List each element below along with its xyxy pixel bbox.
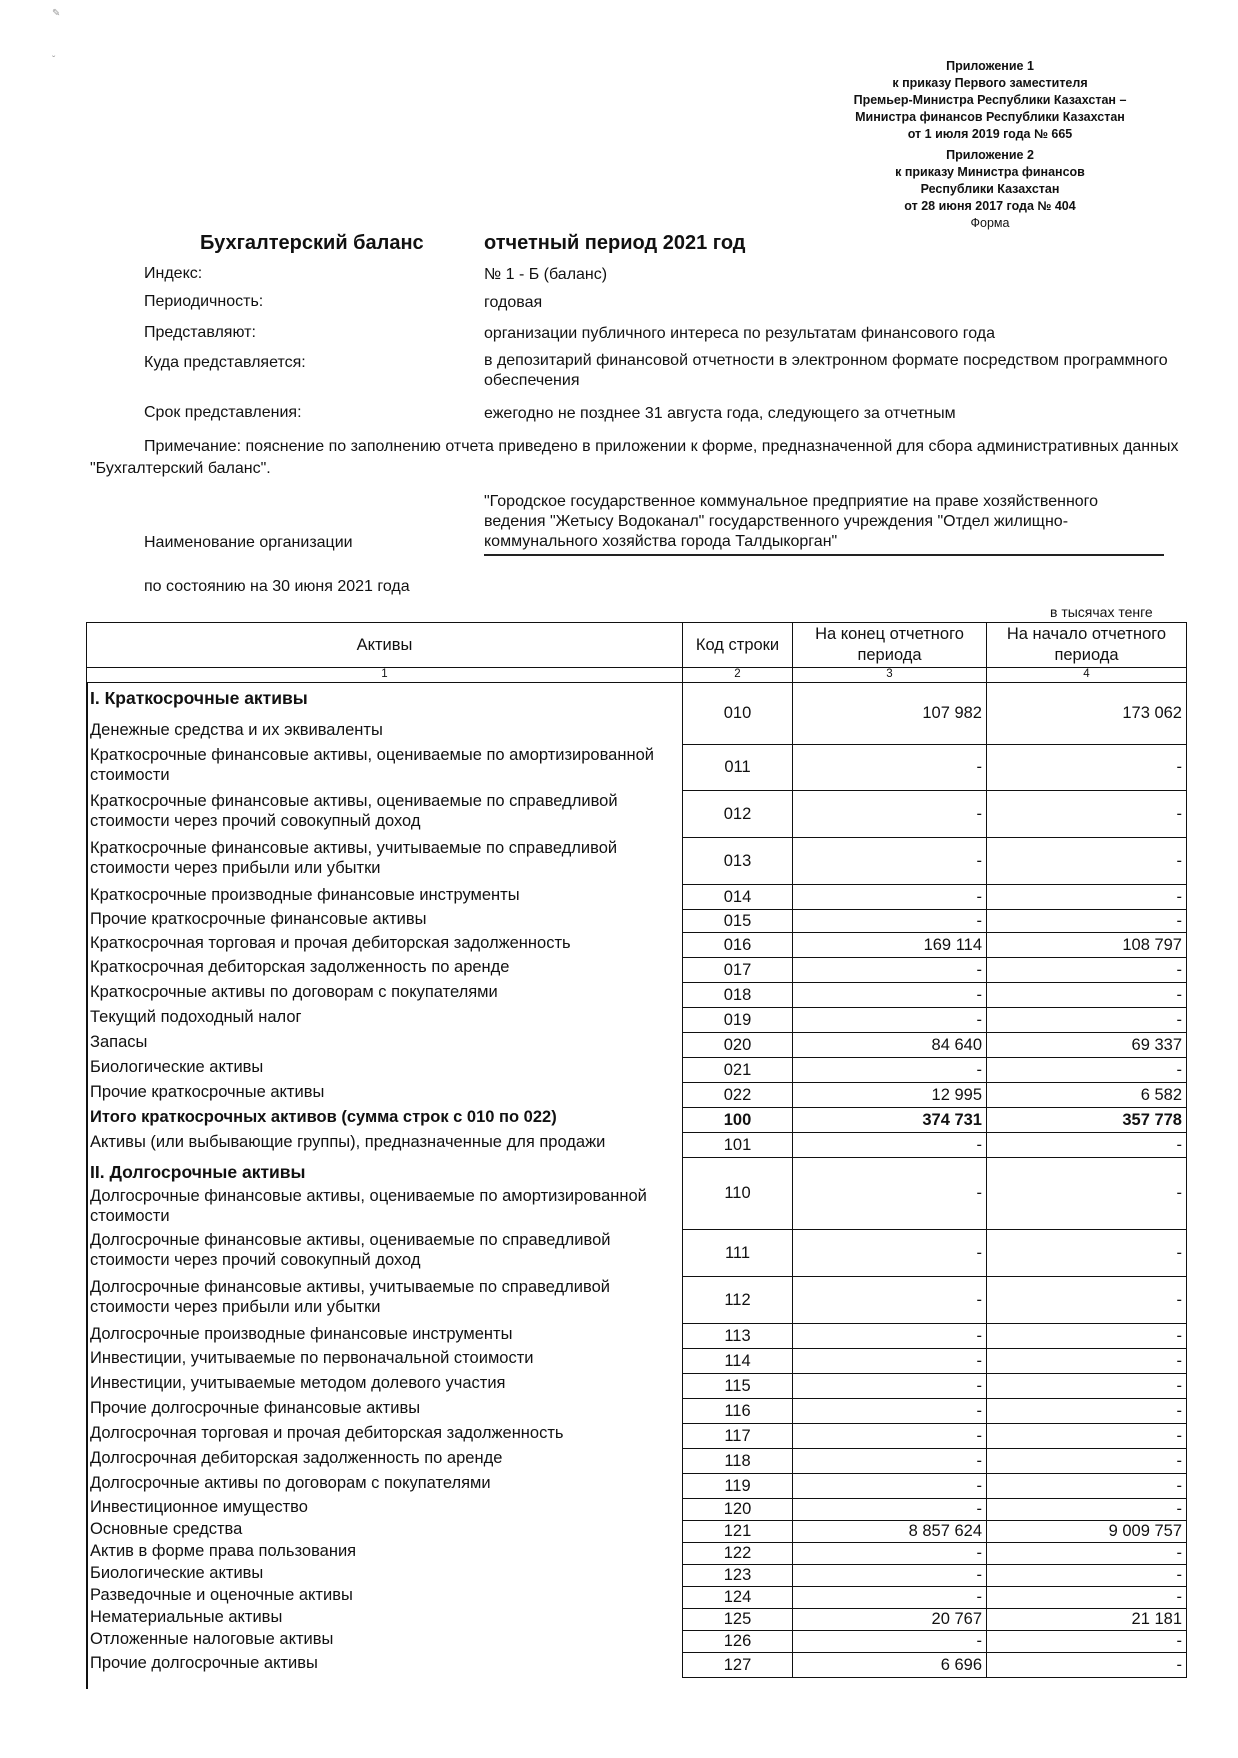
value-end-period: -	[792, 1323, 987, 1349]
value-start-period: -	[986, 1564, 1187, 1587]
value-start-period: 9 009 757	[986, 1520, 1187, 1543]
value-end-period: -	[792, 1348, 987, 1374]
row-code: 117	[682, 1423, 793, 1449]
header-code: Код строки	[682, 622, 793, 668]
row-label: Прочие долгосрочные финансовые активы	[90, 1399, 421, 1417]
value-start-period: -	[986, 837, 1187, 885]
row-label: Инвестиционное имущество	[90, 1498, 308, 1516]
value-end-period: -	[792, 1157, 987, 1230]
row-label: Краткосрочные производные финансовые инструменты	[90, 886, 520, 904]
row-code: 113	[682, 1323, 793, 1349]
deadline-value: ежегодно не позднее 31 августа года, следующего за отчетным	[484, 405, 956, 422]
value-end-period: 169 114	[792, 932, 987, 958]
appendix-line: к приказу Первого заместителя	[892, 76, 1088, 90]
row-label: Текущий подоходный налог	[90, 1008, 302, 1026]
row-code: 125	[682, 1608, 793, 1631]
value-end-period: -	[792, 957, 987, 983]
value-start-period: -	[986, 1007, 1187, 1033]
row-label: Краткосрочные финансовые активы, оцениваемые по справедливой стоимости через прочий совокупный доход	[90, 792, 618, 830]
row-code: 019	[682, 1007, 793, 1033]
col-number: 1	[86, 668, 683, 683]
col-number: 4	[986, 668, 1187, 683]
organization-name: "Городское государственное коммунальное предприятие на праве хозяйственного ведения "Жетысу Водоканал" государственного учреждения "Отдел жилищно-коммунального хозяйства города Талдыкорган"	[484, 492, 1164, 556]
row-code: 119	[682, 1473, 793, 1499]
submitters-label: Представляют:	[144, 324, 256, 341]
row-label: Отложенные налоговые активы	[90, 1630, 334, 1648]
value-start-period: 108 797	[986, 932, 1187, 958]
appendix-block	[820, 58, 1160, 232]
value-end-period: 374 731	[792, 1107, 987, 1133]
row-code: 012	[682, 790, 793, 838]
value-end-period: -	[792, 1132, 987, 1158]
row-code: 127	[682, 1652, 793, 1678]
index-value: № 1 - Б (баланс)	[484, 266, 608, 283]
value-start-period: -	[986, 1542, 1187, 1565]
row-label: Краткосрочная дебиторская задолженность по аренде	[90, 958, 510, 976]
value-end-period: -	[792, 1564, 987, 1587]
row-code: 120	[682, 1498, 793, 1521]
note: Примечание: пояснение по заполнению отчета приведено в приложении к форме, предназначенной для сбора административных данных "Бухгалтерский баланс".	[90, 438, 1179, 477]
value-start-period: -	[986, 1157, 1187, 1230]
row-code: 017	[682, 957, 793, 983]
row-label: Краткосрочные финансовые активы, учитываемые по справедливой стоимости через прибыли или убытки	[90, 839, 618, 877]
row-code: 016	[682, 932, 793, 958]
appendix-line: Приложение 2	[946, 148, 1034, 162]
row-code: 126	[682, 1630, 793, 1653]
row-code: 121	[682, 1520, 793, 1543]
appendix-line: от 28 июня 2017 года № 404	[904, 199, 1076, 213]
col-number: 2	[682, 668, 793, 683]
row-label: Запасы	[90, 1033, 148, 1051]
section-heading: I. Краткосрочные активы	[90, 688, 308, 708]
value-start-period: -	[986, 1398, 1187, 1424]
organization-label: Наименование организации	[144, 534, 353, 551]
header-start-period: На начало отчетного периода	[986, 622, 1187, 668]
row-code: 021	[682, 1057, 793, 1083]
periodicity-label: Периодичность:	[144, 293, 264, 310]
value-end-period: -	[792, 1448, 987, 1474]
value-end-period: -	[792, 1423, 987, 1449]
appendix-line: Республики Казахстан	[920, 182, 1060, 196]
row-code: 010	[682, 682, 793, 745]
reporting-period: отчетный период 2021 год	[484, 232, 746, 254]
col-number: 3	[792, 668, 987, 683]
row-label: Основные средства	[90, 1520, 243, 1538]
row-code: 013	[682, 837, 793, 885]
row-code: 116	[682, 1398, 793, 1424]
row-label: Прочие долгосрочные активы	[90, 1654, 318, 1672]
destination-label: Куда представляется:	[144, 354, 306, 371]
value-end-period: -	[792, 909, 987, 933]
row-label: Долгосрочные активы по договорам с покупателями	[90, 1474, 491, 1492]
value-end-period: -	[792, 884, 987, 910]
row-code: 111	[682, 1229, 793, 1277]
value-end-period: 8 857 624	[792, 1520, 987, 1543]
as-of-date: по состоянию на 30 июня 2021 года	[144, 578, 410, 595]
value-start-period: -	[986, 1348, 1187, 1374]
value-end-period: 20 767	[792, 1608, 987, 1631]
row-label: Краткосрочные активы по договорам с покупателями	[90, 983, 498, 1001]
row-code: 124	[682, 1586, 793, 1609]
row-label: Итого краткосрочных активов (сумма строк с 010 по 022)	[90, 1108, 557, 1126]
value-start-period: -	[986, 1373, 1187, 1399]
header-assets: Активы	[86, 622, 683, 668]
row-label: Разведочные и оценочные активы	[90, 1586, 353, 1604]
value-end-period: -	[792, 1542, 987, 1565]
row-code: 118	[682, 1448, 793, 1474]
submitters-value: организации публичного интереса по результатам финансового года	[484, 325, 996, 342]
row-label: Денежные средства и их эквиваленты	[90, 721, 383, 739]
value-end-period: -	[792, 1498, 987, 1521]
row-code: 110	[682, 1157, 793, 1230]
value-end-period: -	[792, 1007, 987, 1033]
row-label: Нематериальные активы	[90, 1608, 283, 1626]
index-label: Индекс:	[144, 265, 203, 282]
scan-mark: ✎	[52, 8, 61, 19]
document-title: Бухгалтерский баланс	[200, 232, 424, 254]
value-start-period: -	[986, 1057, 1187, 1083]
row-code: 018	[682, 982, 793, 1008]
value-start-period: 173 062	[986, 682, 1187, 745]
row-code: 100	[682, 1107, 793, 1133]
value-start-period: 357 778	[986, 1107, 1187, 1133]
appendix-line: Премьер-Министра Республики Казахстан –	[853, 93, 1127, 107]
value-start-period: -	[986, 1473, 1187, 1499]
value-start-period: -	[986, 884, 1187, 910]
value-end-period: -	[792, 744, 987, 791]
value-end-period: -	[792, 1586, 987, 1609]
row-label: Актив в форме права пользования	[90, 1542, 357, 1560]
appendix-line: к приказу Министра финансов	[895, 165, 1085, 179]
appendix-line: Приложение 1	[946, 59, 1034, 73]
row-label: Долгосрочные производные финансовые инструменты	[90, 1325, 513, 1343]
row-code: 115	[682, 1373, 793, 1399]
row-label: Долгосрочная дебиторская задолженность по аренде	[90, 1449, 503, 1467]
value-end-period: -	[792, 1229, 987, 1277]
row-code: 020	[682, 1032, 793, 1058]
appendix-line: Министра финансов Республики Казахстан	[855, 110, 1125, 124]
row-code: 123	[682, 1564, 793, 1587]
row-label: Краткосрочные финансовые активы, оцениваемые по амортизированной стоимости	[90, 746, 654, 784]
value-start-period: -	[986, 1586, 1187, 1609]
row-code: 122	[682, 1542, 793, 1565]
periodicity-value: годовая	[484, 294, 543, 311]
value-end-period: -	[792, 837, 987, 885]
row-code: 101	[682, 1132, 793, 1158]
row-label: Долгосрочные финансовые активы, оцениваемые по амортизированной стоимости	[90, 1187, 647, 1225]
value-start-period: 69 337	[986, 1032, 1187, 1058]
value-end-period: -	[792, 1473, 987, 1499]
value-end-period: -	[792, 1373, 987, 1399]
row-label: Инвестиции, учитываемые методом долевого участия	[90, 1374, 506, 1392]
row-label: Прочие краткосрочные активы	[90, 1083, 325, 1101]
row-label: Прочие краткосрочные финансовые активы	[90, 910, 427, 928]
row-label: Долгосрочная торговая и прочая дебиторская задолженность	[90, 1424, 564, 1442]
row-label: Биологические активы	[90, 1564, 264, 1582]
value-start-period: -	[986, 1323, 1187, 1349]
row-code: 011	[682, 744, 793, 791]
row-code: 022	[682, 1082, 793, 1108]
value-start-period: -	[986, 1448, 1187, 1474]
value-end-period: -	[792, 790, 987, 838]
value-end-period: -	[792, 1057, 987, 1083]
section-heading: II. Долгосрочные активы	[90, 1162, 306, 1182]
value-start-period: -	[986, 744, 1187, 791]
value-start-period: -	[986, 909, 1187, 933]
value-start-period: -	[986, 982, 1187, 1008]
value-end-period: 6 696	[792, 1652, 987, 1678]
row-label: Долгосрочные финансовые активы, учитываемые по справедливой стоимости через прибыли или убытки	[90, 1278, 610, 1316]
row-code: 114	[682, 1348, 793, 1374]
row-label: Биологические активы	[90, 1058, 264, 1076]
row-code: 014	[682, 884, 793, 910]
value-start-period: -	[986, 790, 1187, 838]
header-end-period: На конец отчетного периода	[792, 622, 987, 668]
scan-mark: ˇ	[52, 55, 56, 66]
row-code: 015	[682, 909, 793, 933]
value-end-period: -	[792, 1630, 987, 1653]
value-end-period: 107 982	[792, 682, 987, 745]
value-start-period: -	[986, 1498, 1187, 1521]
units-label: в тысячах тенге	[1050, 604, 1153, 620]
table-left-border	[86, 683, 88, 1689]
row-label: Долгосрочные финансовые активы, оцениваемые по справедливой стоимости через прочий совокупный доход	[90, 1231, 611, 1269]
row-label: Инвестиции, учитываемые по первоначальной стоимости	[90, 1349, 534, 1367]
value-start-period: -	[986, 1276, 1187, 1324]
value-start-period: -	[986, 1229, 1187, 1277]
value-start-period: -	[986, 1132, 1187, 1158]
value-end-period: -	[792, 1398, 987, 1424]
value-end-period: 84 640	[792, 1032, 987, 1058]
destination-value: в депозитарий финансовой отчетности в электронном формате посредством программного обеспечения	[484, 352, 1168, 389]
appendix-line: от 1 июля 2019 года № 665	[907, 127, 1073, 141]
value-end-period: 12 995	[792, 1082, 987, 1108]
value-start-period: -	[986, 1652, 1187, 1678]
value-start-period: -	[986, 1630, 1187, 1653]
form-label: Форма	[970, 216, 1010, 230]
value-start-period: -	[986, 957, 1187, 983]
row-label: Активы (или выбывающие группы), предназначенные для продажи	[90, 1133, 606, 1151]
value-end-period: -	[792, 1276, 987, 1324]
value-end-period: -	[792, 982, 987, 1008]
value-start-period: 6 582	[986, 1082, 1187, 1108]
row-label: Краткосрочная торговая и прочая дебиторская задолженность	[90, 934, 571, 952]
value-start-period: -	[986, 1423, 1187, 1449]
value-start-period: 21 181	[986, 1608, 1187, 1631]
deadline-label: Срок представления:	[144, 404, 302, 421]
row-code: 112	[682, 1276, 793, 1324]
